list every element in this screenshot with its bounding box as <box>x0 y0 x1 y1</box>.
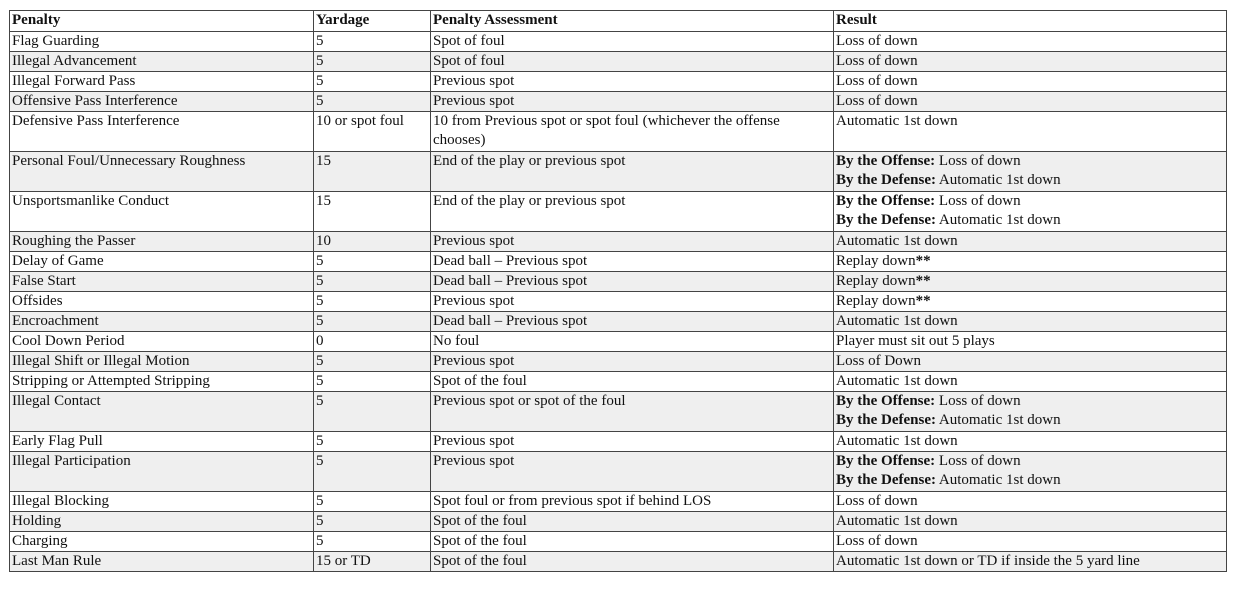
result-text: Automatic 1st down <box>836 233 958 249</box>
result-offense-line <box>836 452 1224 471</box>
yardage-cell: 5 <box>314 512 431 532</box>
result-cell <box>834 32 1227 52</box>
result-defense-text: Automatic 1st down <box>938 412 1061 428</box>
yardage-cell: 5 <box>314 532 431 552</box>
table-row <box>10 232 1227 252</box>
yardage-cell: 5 <box>314 452 431 492</box>
penalty-cell: Illegal Participation <box>10 452 314 492</box>
result-cell <box>834 372 1227 392</box>
assessment-cell: Dead ball – Previous spot <box>431 312 834 332</box>
table-row <box>10 272 1227 292</box>
by-offense-label: By the Offense: <box>836 393 936 409</box>
result-text: Loss of down <box>836 53 918 69</box>
result-text: Loss of Down <box>836 353 921 369</box>
table-row <box>10 532 1227 552</box>
by-defense-label: By the Defense: <box>836 472 936 488</box>
assessment-cell: Spot foul or from previous spot if behind LOS <box>431 492 834 512</box>
penalty-cell: Flag Guarding <box>10 32 314 52</box>
result-defense-line <box>836 411 1224 430</box>
table-row <box>10 552 1227 572</box>
result-cell <box>834 272 1227 292</box>
result-defense-line <box>836 211 1224 230</box>
yardage-cell: 15 or TD <box>314 552 431 572</box>
yardage-cell: 15 <box>314 152 431 192</box>
result-offense-text: Loss of down <box>938 153 1021 169</box>
result-cell <box>834 552 1227 572</box>
header-result: Result <box>834 11 1227 32</box>
assessment-cell: Dead ball – Previous spot <box>431 252 834 272</box>
table-row <box>10 332 1227 352</box>
table-body <box>10 32 1227 572</box>
penalty-cell: Illegal Shift or Illegal Motion <box>10 352 314 372</box>
table-row <box>10 112 1227 152</box>
result-cell <box>834 152 1227 192</box>
penalty-cell: Charging <box>10 532 314 552</box>
assessment-cell: Previous spot <box>431 232 834 252</box>
result-defense-text: Automatic 1st down <box>938 212 1061 228</box>
result-offense-line <box>836 192 1224 211</box>
yardage-cell: 5 <box>314 292 431 312</box>
by-offense-label: By the Offense: <box>836 193 936 209</box>
yardage-cell: 5 <box>314 392 431 432</box>
yardage-cell: 5 <box>314 92 431 112</box>
by-offense-label: By the Offense: <box>836 453 936 469</box>
assessment-cell: Previous spot <box>431 72 834 92</box>
table-row <box>10 512 1227 532</box>
assessment-cell: Spot of the foul <box>431 532 834 552</box>
result-defense-line <box>836 471 1224 490</box>
result-cell <box>834 432 1227 452</box>
result-text: Replay down <box>836 273 916 289</box>
result-text: Automatic 1st down <box>836 513 958 529</box>
result-defense-text: Automatic 1st down <box>938 472 1061 488</box>
table-row <box>10 192 1227 232</box>
assessment-cell: End of the play or previous spot <box>431 192 834 232</box>
yardage-cell: 5 <box>314 72 431 92</box>
table-row <box>10 252 1227 272</box>
assessment-cell: Previous spot <box>431 352 834 372</box>
result-text: Replay down <box>836 293 916 309</box>
assessment-cell: Previous spot <box>431 452 834 492</box>
result-footnote-marker: ** <box>915 273 931 289</box>
table-row <box>10 152 1227 192</box>
header-penalty: Penalty <box>10 11 314 32</box>
result-footnote-marker: ** <box>915 253 931 269</box>
by-defense-label: By the Defense: <box>836 412 936 428</box>
result-offense-line <box>836 392 1224 411</box>
penalty-cell: Early Flag Pull <box>10 432 314 452</box>
yardage-cell: 10 or spot foul <box>314 112 431 152</box>
penalty-cell: Illegal Forward Pass <box>10 72 314 92</box>
assessment-cell: 10 from Previous spot or spot foul (whichever the offense chooses) <box>431 112 834 152</box>
header-yardage: Yardage <box>314 11 431 32</box>
result-text: Automatic 1st down <box>836 373 958 389</box>
penalty-cell: Delay of Game <box>10 252 314 272</box>
result-cell <box>834 392 1227 432</box>
result-cell <box>834 332 1227 352</box>
result-offense-text: Loss of down <box>938 193 1021 209</box>
table-row <box>10 432 1227 452</box>
table-row <box>10 312 1227 332</box>
assessment-cell: Previous spot <box>431 292 834 312</box>
penalty-cell: False Start <box>10 272 314 292</box>
result-cell <box>834 512 1227 532</box>
penalty-cell: Offensive Pass Interference <box>10 92 314 112</box>
result-offense-line <box>836 152 1224 171</box>
result-cell <box>834 72 1227 92</box>
assessment-cell: Spot of foul <box>431 52 834 72</box>
yardage-cell: 5 <box>314 432 431 452</box>
table-row <box>10 372 1227 392</box>
result-text: Automatic 1st down <box>836 113 958 129</box>
assessment-cell: Spot of the foul <box>431 372 834 392</box>
result-footnote-marker: ** <box>915 293 931 309</box>
result-cell <box>834 312 1227 332</box>
by-offense-label: By the Offense: <box>836 153 936 169</box>
by-defense-label: By the Defense: <box>836 172 936 188</box>
yardage-cell: 5 <box>314 272 431 292</box>
result-text: Loss of down <box>836 533 918 549</box>
penalty-cell: Personal Foul/Unnecessary Roughness <box>10 152 314 192</box>
result-cell <box>834 252 1227 272</box>
table-row <box>10 72 1227 92</box>
table-row <box>10 352 1227 372</box>
result-cell <box>834 352 1227 372</box>
table-row <box>10 392 1227 432</box>
yardage-cell: 15 <box>314 192 431 232</box>
result-cell <box>834 52 1227 72</box>
result-defense-line <box>836 171 1224 190</box>
result-cell <box>834 112 1227 152</box>
assessment-cell: End of the play or previous spot <box>431 152 834 192</box>
assessment-cell: Previous spot <box>431 92 834 112</box>
result-text: Loss of down <box>836 493 918 509</box>
result-cell <box>834 452 1227 492</box>
assessment-cell: Previous spot or spot of the foul <box>431 392 834 432</box>
result-cell <box>834 232 1227 252</box>
penalty-cell: Encroachment <box>10 312 314 332</box>
result-text: Replay down <box>836 253 916 269</box>
yardage-cell: 5 <box>314 312 431 332</box>
penalty-cell: Roughing the Passer <box>10 232 314 252</box>
result-text: Loss of down <box>836 73 918 89</box>
result-defense-text: Automatic 1st down <box>938 172 1061 188</box>
yardage-cell: 5 <box>314 52 431 72</box>
penalty-cell: Illegal Contact <box>10 392 314 432</box>
yardage-cell: 5 <box>314 252 431 272</box>
table-row <box>10 92 1227 112</box>
result-offense-text: Loss of down <box>938 393 1021 409</box>
result-cell <box>834 492 1227 512</box>
table-row <box>10 52 1227 72</box>
header-row <box>10 11 1227 32</box>
yardage-cell: 5 <box>314 352 431 372</box>
penalty-cell: Illegal Blocking <box>10 492 314 512</box>
assessment-cell: Previous spot <box>431 432 834 452</box>
yardage-cell: 5 <box>314 492 431 512</box>
yardage-cell: 0 <box>314 332 431 352</box>
penalty-cell: Holding <box>10 512 314 532</box>
table-row <box>10 32 1227 52</box>
result-text: Loss of down <box>836 33 918 49</box>
penalty-cell: Offsides <box>10 292 314 312</box>
result-cell <box>834 532 1227 552</box>
penalty-cell: Defensive Pass Interference <box>10 112 314 152</box>
result-cell <box>834 92 1227 112</box>
assessment-cell: Dead ball – Previous spot <box>431 272 834 292</box>
assessment-cell: Spot of foul <box>431 32 834 52</box>
result-text: Loss of down <box>836 93 918 109</box>
yardage-cell: 5 <box>314 32 431 52</box>
penalty-cell: Unsportsmanlike Conduct <box>10 192 314 232</box>
header-assessment: Penalty Assessment <box>431 11 834 32</box>
result-text: Automatic 1st down or TD if inside the 5 yard line <box>836 553 1140 569</box>
penalty-cell: Cool Down Period <box>10 332 314 352</box>
penalty-cell: Stripping or Attempted Stripping <box>10 372 314 392</box>
table-row <box>10 452 1227 492</box>
result-cell <box>834 192 1227 232</box>
result-text: Player must sit out 5 plays <box>836 333 995 349</box>
table-row <box>10 292 1227 312</box>
penalty-cell: Last Man Rule <box>10 552 314 572</box>
penalty-cell: Illegal Advancement <box>10 52 314 72</box>
assessment-cell: Spot of the foul <box>431 512 834 532</box>
result-offense-text: Loss of down <box>938 453 1021 469</box>
result-cell <box>834 292 1227 312</box>
assessment-cell: No foul <box>431 332 834 352</box>
assessment-cell: Spot of the foul <box>431 552 834 572</box>
penalty-table <box>9 10 1227 572</box>
result-text: Automatic 1st down <box>836 313 958 329</box>
yardage-cell: 5 <box>314 372 431 392</box>
by-defense-label: By the Defense: <box>836 212 936 228</box>
result-text: Automatic 1st down <box>836 433 958 449</box>
yardage-cell: 10 <box>314 232 431 252</box>
table-row <box>10 492 1227 512</box>
